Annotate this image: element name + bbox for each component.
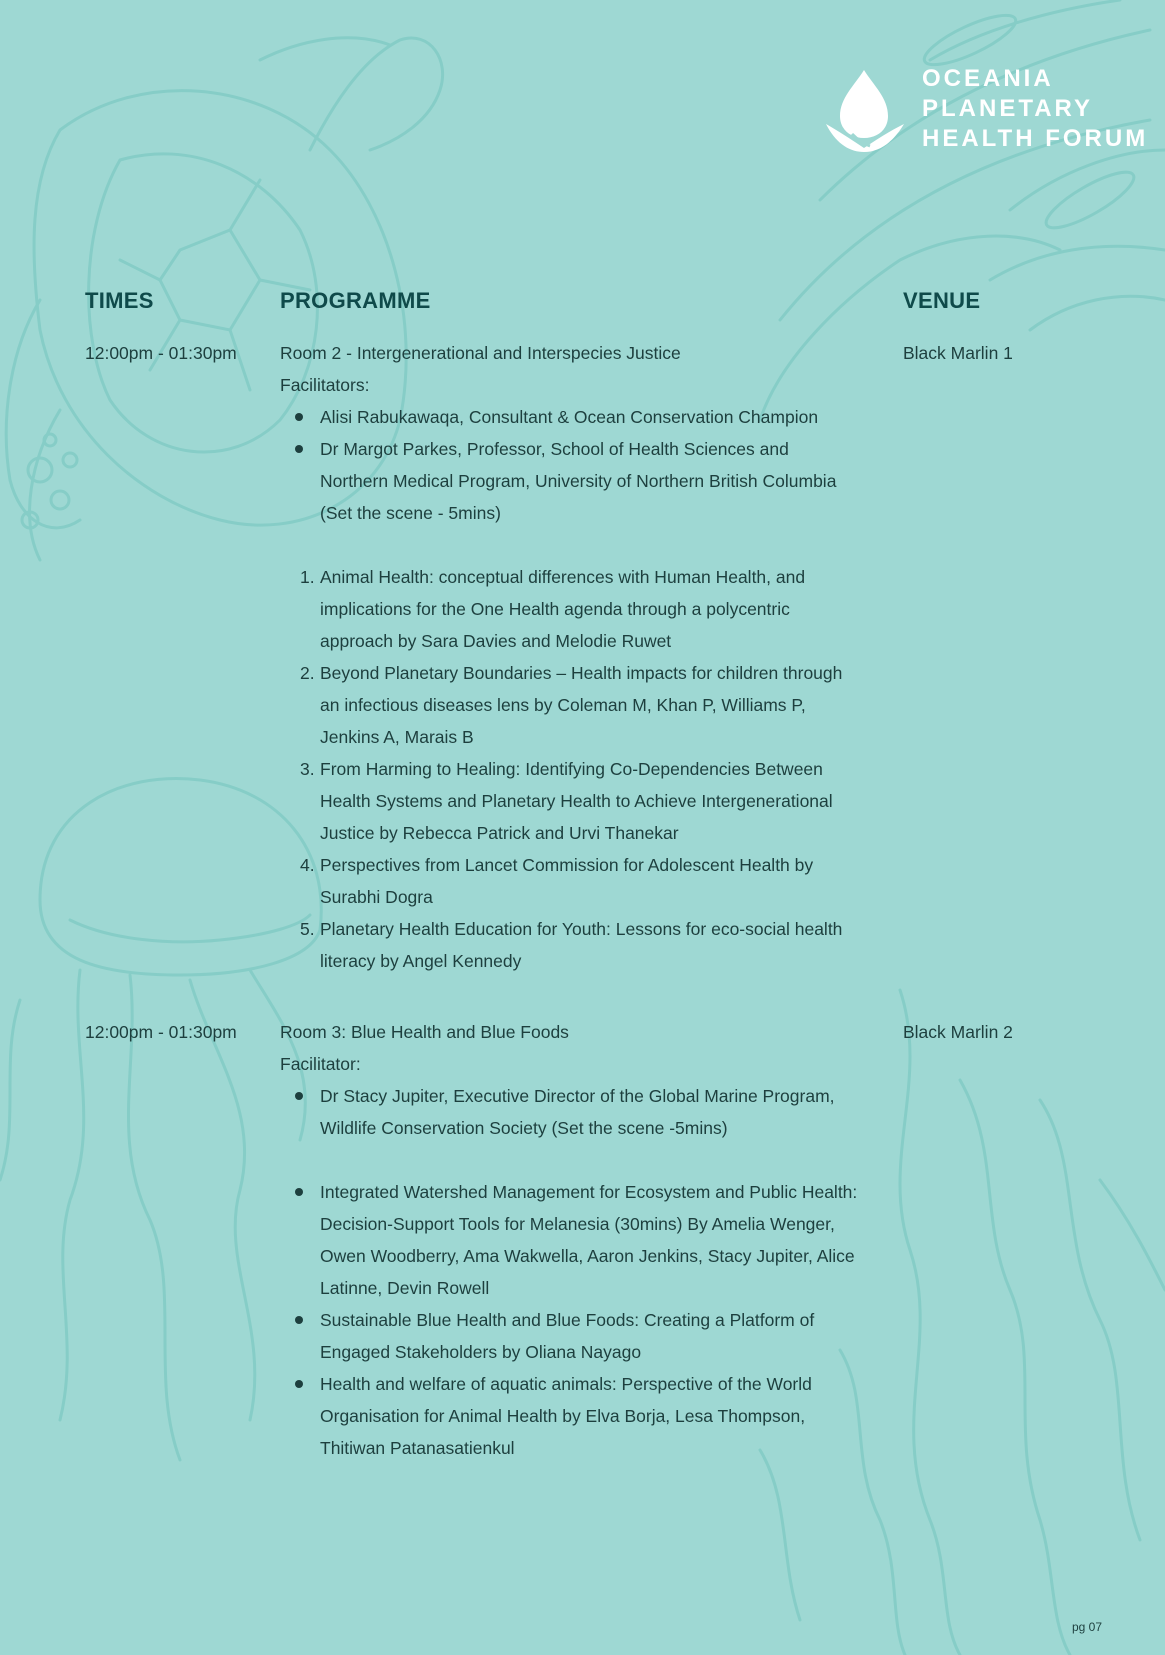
presentation-list: [280, 561, 860, 977]
item-number: 5.: [300, 919, 315, 939]
bullet-icon: [295, 1316, 303, 1324]
programme-header: PROGRAMME: [280, 288, 431, 313]
logo-line-1: OCEANIA: [922, 65, 1054, 92]
presentation-text: Integrated Watershed Management for Ecosystem and Public Health: Decision-Support Tools for Melanesia (30mins) By Amelia Wenger, Owen Woodberry, Ama Wakwella, Aaron Jenkins, Stacy Jupiter, Alice Latinne, Devin Rowell: [320, 1182, 858, 1298]
list-item: [280, 913, 860, 977]
item-number: 4.: [300, 855, 315, 875]
times-header: TIMES: [85, 288, 154, 313]
facilitator-text: Dr Margot Parkes, Professor, School of Health Sciences and Northern Medical Program, University of Northern British Columbia (Set the scene - 5mins): [320, 439, 837, 523]
list-item: [280, 1368, 860, 1464]
session-venue: Black Marlin 1: [903, 343, 1013, 363]
facilitator-text: Alisi Rabukawaqa, Consultant & Ocean Conservation Champion: [320, 407, 819, 427]
presentation-list: [280, 1176, 860, 1464]
list-item: [280, 433, 860, 529]
list-item: [280, 849, 860, 913]
list-item: [280, 753, 860, 849]
presentation-text: From Harming to Healing: Identifying Co-Dependencies Between Health Systems and Planetary Health to Achieve Intergenerational Justice by Rebecca Patrick and Urvi Thanekar: [320, 759, 833, 843]
facilitators-label: Facilitators:: [280, 375, 370, 395]
bullet-icon: [295, 413, 303, 421]
page-number: pg 07: [1072, 1620, 1103, 1634]
item-number: 2.: [300, 663, 315, 683]
logo-line-2: PLANETARY: [922, 95, 1093, 122]
bullet-icon: [295, 445, 303, 453]
session-time: 12:00pm - 01:30pm: [85, 343, 237, 363]
session-title: Room 2 - Intergenerational and Interspecies Justice: [280, 343, 681, 363]
logo-line-3: HEALTH FORUM: [922, 125, 1149, 152]
facilitator-list: [280, 1080, 860, 1144]
facilitators-label: Facilitator:: [280, 1054, 361, 1074]
presentation-text: Planetary Health Education for Youth: Lessons for eco-social health literacy by Angel Kennedy: [320, 919, 843, 971]
bullet-icon: [295, 1092, 303, 1100]
presentation-text: Perspectives from Lancet Commission for Adolescent Health by Surabhi Dogra: [320, 855, 814, 907]
presentation-text: Health and welfare of aquatic animals: Perspective of the World Organisation for Animal Health by Elva Borja, Lesa Thompson, Thitiwan Patanasatienkul: [320, 1374, 812, 1458]
list-item: [280, 1304, 860, 1368]
session-title: Room 3: Blue Health and Blue Foods: [280, 1022, 569, 1042]
water-drop-leaf-icon: [822, 68, 908, 152]
forum-name: [922, 64, 1148, 154]
bullet-icon: [295, 1380, 303, 1388]
presentation-text: Animal Health: conceptual differences with Human Health, and implications for the One Health agenda through a polycentric approach by Sara Davies and Melodie Ruwet: [320, 567, 806, 651]
list-item: [280, 1176, 860, 1304]
list-item: [280, 657, 860, 753]
facilitator-list: [280, 401, 860, 529]
venue-header: VENUE: [903, 288, 981, 313]
item-number: 1.: [300, 567, 315, 587]
forum-logo: [822, 64, 1149, 154]
presentation-text: Sustainable Blue Health and Blue Foods: Creating a Platform of Engaged Stakeholders by Oliana Nayago: [320, 1310, 815, 1362]
list-item: [280, 1080, 860, 1144]
session-time: 12:00pm - 01:30pm: [85, 1022, 237, 1042]
bullet-icon: [295, 1188, 303, 1196]
item-number: 3.: [300, 759, 315, 779]
session-room-2: [280, 337, 860, 977]
presentation-text: Beyond Planetary Boundaries – Health impacts for children through an infectious diseases lens by Coleman M, Khan P, Williams P, Jenkins A, Marais B: [320, 663, 843, 747]
session-room-3: [280, 1016, 860, 1464]
list-item: [280, 401, 860, 433]
session-venue: Black Marlin 2: [903, 1022, 1013, 1042]
facilitator-text: Dr Stacy Jupiter, Executive Director of the Global Marine Program, Wildlife Conservation Society (Set the scene -5mins): [320, 1086, 835, 1138]
jellyfish-illustration: [0, 779, 321, 1461]
list-item: [280, 561, 860, 657]
